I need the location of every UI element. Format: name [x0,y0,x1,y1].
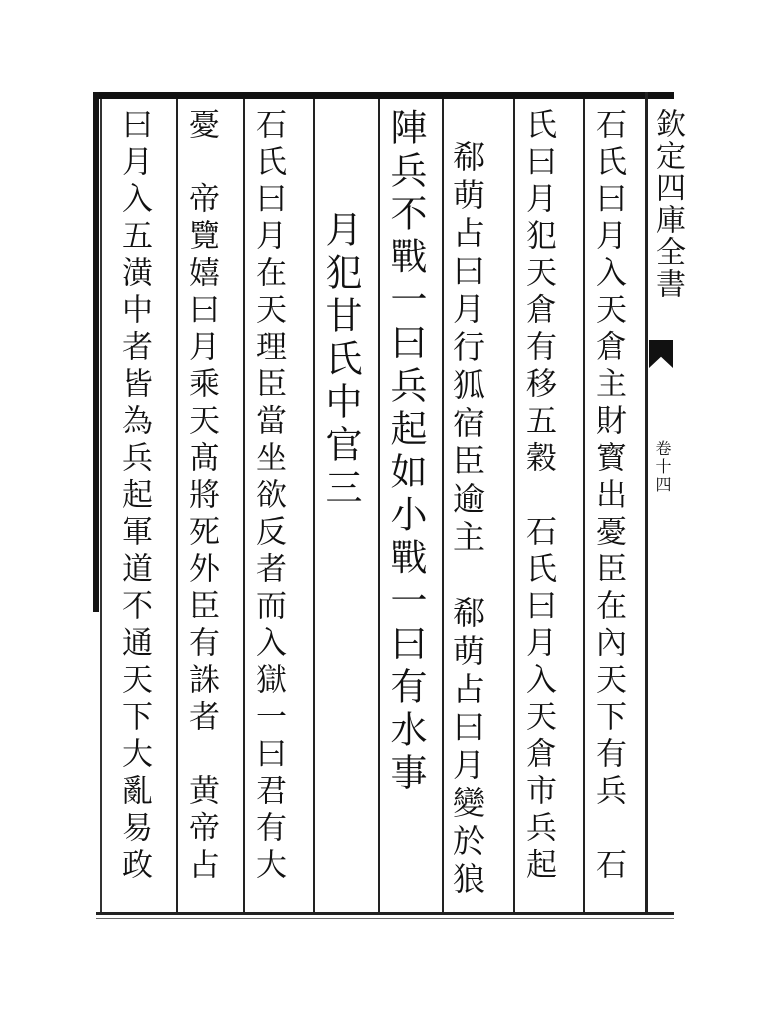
column-divider [243,99,245,912]
text-column-4: 陣兵不戰一曰兵起如小戰一曰有水事 [384,108,427,796]
left-inner-rule [100,99,102,914]
text-column-7: 憂 帝覽嬉曰月乘天髙將死外臣有誅者 黄帝占 [183,108,219,885]
column-divider [313,99,315,912]
text-column-8: 曰月入五潢中者皆為兵起軍道不通天下大亂易政 [116,108,152,885]
column-divider [513,99,515,912]
text-column-1: 石氏曰月入天倉主財寳出憂臣在內天下有兵 石 [590,108,626,885]
column-divider [176,99,178,912]
column-divider [378,99,380,912]
bottom-border-rule [96,912,674,915]
text-column-3: 郗萌占曰月行狐宿臣逾主 郗萌占曰月變於狼 [448,140,486,900]
column-divider [583,99,585,912]
bottom-inner-rule [96,918,674,919]
right-border-rule [645,92,648,915]
margin-book-title: 欽定四庫全書 [650,108,685,300]
margin-volume-number: 卷十四 [653,440,672,494]
text-column-2: 氏曰月犯天倉有移五穀 石氏曰月入天倉市兵起 [520,108,556,885]
text-column-6: 石氏曰月在天理臣當坐欲反者而入獄一曰君有大 [250,108,286,885]
fish-tail-mark [649,340,673,368]
left-border-rule [93,92,99,612]
text-column-5: 月犯甘氏中官三 [319,210,362,511]
column-divider [442,99,444,912]
top-border-rule [96,92,674,99]
